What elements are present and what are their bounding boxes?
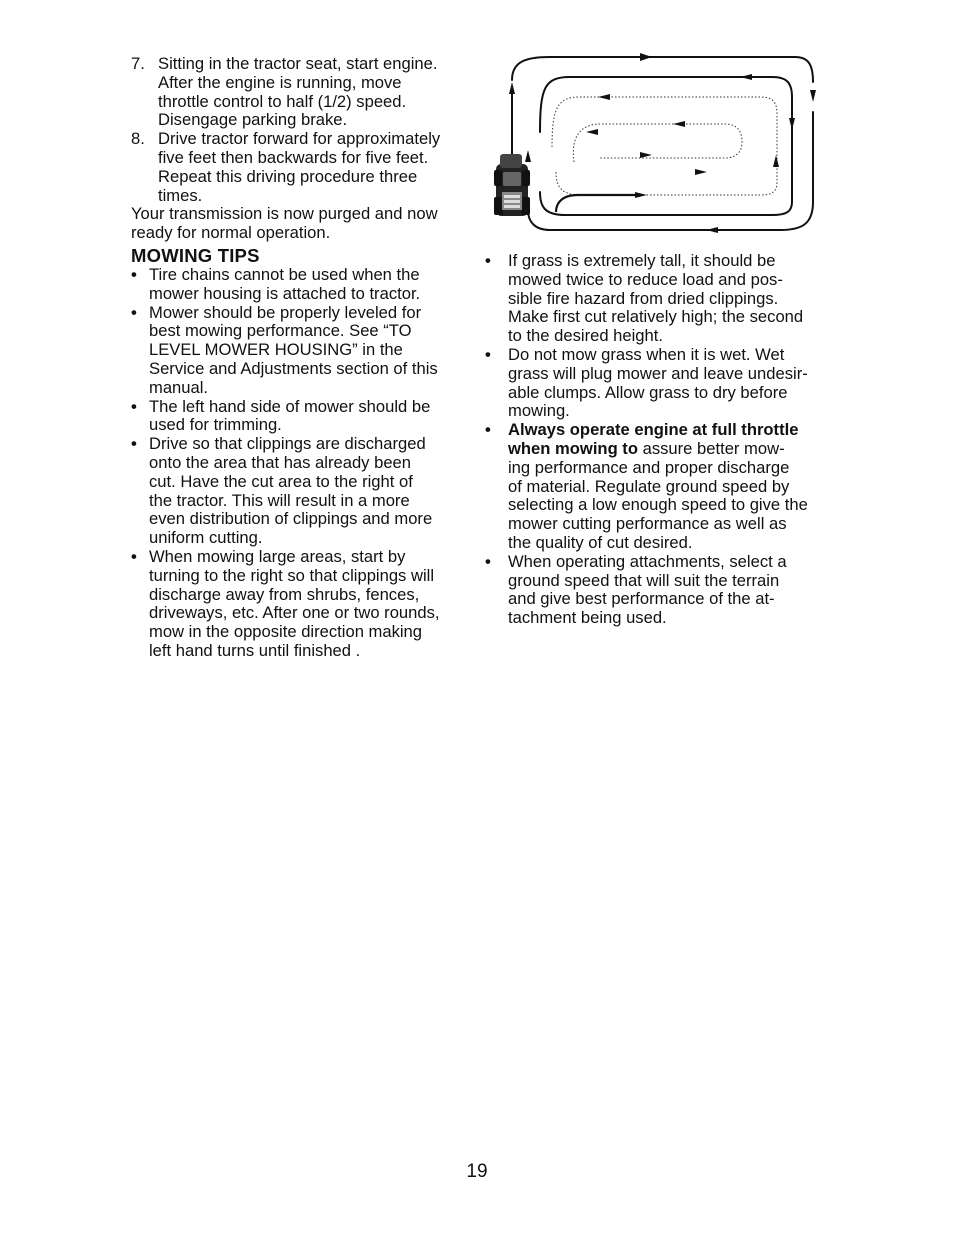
tip-item	[485, 252, 835, 346]
arrow-left-icon	[740, 74, 752, 80]
bullet: •	[485, 551, 491, 571]
step-7	[131, 55, 471, 130]
tip-line: Drive so that clippings are discharged	[149, 434, 426, 454]
tip-line: ing performance and proper discharge	[508, 457, 790, 477]
tip-line	[508, 440, 835, 459]
arrow-right-icon	[635, 192, 647, 198]
step-8	[131, 130, 471, 205]
step-line: throttle control to half (1/2) speed.	[158, 91, 407, 111]
tip-line: Tire chains cannot be used when the	[149, 264, 420, 284]
third-loop	[552, 97, 777, 195]
tip-line: Mower should be properly leveled for	[149, 302, 422, 322]
arrow-left-icon	[598, 94, 610, 100]
tip-item	[485, 421, 835, 553]
tip-line: the quality of cut desired.	[508, 532, 693, 552]
left-tip-list	[131, 266, 471, 661]
arrow-down-icon	[789, 118, 795, 130]
arrow-up-icon	[509, 82, 515, 94]
bullet: •	[485, 251, 491, 270]
tip-line: When mowing large areas, start by	[149, 546, 406, 566]
tip-line	[508, 421, 835, 440]
tip-line: mower cutting performance as well as	[508, 514, 787, 534]
arrow-right-icon	[640, 152, 652, 158]
bullet: •	[131, 396, 137, 416]
tip-line: selecting a low enough speed to give the	[508, 495, 808, 515]
tip-line: If grass is extremely tall, it should be	[508, 251, 776, 270]
arrow-left-icon	[706, 227, 718, 233]
tip-line: tachment being used.	[508, 608, 667, 628]
step-line: Sitting in the tractor seat, start engine.	[158, 54, 438, 73]
note-line: Your transmission is now purged and now	[131, 204, 438, 224]
tip-line: to the desired height.	[508, 326, 663, 346]
step-number: 8.	[131, 129, 145, 149]
tractor-icon	[494, 154, 530, 216]
tip-line: mowing.	[508, 401, 570, 421]
step-line: After the engine is running, move	[158, 72, 402, 92]
tip-line: even distribution of clippings and more	[149, 509, 433, 529]
arrow-right-icon	[640, 53, 652, 61]
tip-line: LEVEL MOWER HOUSING” in the	[149, 340, 403, 360]
start-path	[556, 195, 640, 212]
bullet: •	[131, 302, 137, 322]
bullet: •	[485, 420, 491, 440]
mowing-pattern-diagram	[490, 52, 830, 242]
bold-warning: when mowing to	[508, 438, 638, 458]
tip-line: sible fire hazard from dried clippings.	[508, 288, 779, 308]
step-line: Repeat this driving procedure three	[158, 166, 418, 186]
tip-line: Service and Adjustments section of this	[149, 358, 438, 378]
tip-line: manual.	[149, 377, 209, 397]
arrow-up-icon	[525, 150, 531, 162]
tip-line: and give best performance of the at-	[508, 589, 775, 609]
tip-item	[131, 304, 471, 398]
arrow-right-icon	[695, 169, 707, 175]
bold-warning: Always operate engine at full throttle	[508, 420, 799, 440]
mowing-tips-heading: MOWING TIPS	[131, 244, 260, 266]
step-line: Drive tractor forward for approximately	[158, 129, 441, 149]
tip-line: mowed twice to reduce load and pos-	[508, 269, 783, 289]
tip-line: Do not mow grass when it is wet. Wet	[508, 344, 785, 364]
arrow-up-icon	[773, 155, 779, 167]
tip-text: assure better mow-	[637, 438, 785, 458]
step-line: five feet then backwards for five feet.	[158, 147, 429, 167]
tip-line: When operating attachments, select a	[508, 551, 787, 571]
tip-item	[485, 553, 835, 628]
purge-note	[131, 205, 471, 243]
tip-item	[131, 398, 471, 436]
tip-line: left hand turns until finished .	[149, 640, 361, 660]
note-line: ready for normal operation.	[131, 223, 331, 243]
tip-line: best mowing performance. See “TO	[149, 321, 412, 341]
left-column	[131, 55, 471, 661]
page-number: 19	[466, 1161, 488, 1182]
arrow-down-icon	[810, 90, 816, 102]
tip-line: mower housing is attached to tractor.	[149, 283, 421, 303]
inner-loop	[573, 124, 742, 162]
arrow-left-icon	[586, 129, 598, 135]
tip-line: onto the area that has already been	[149, 452, 412, 472]
tip-line: turning to the right so that clippings will	[149, 565, 435, 585]
tip-line: the tractor. This will result in a more	[149, 490, 410, 510]
bullet: •	[131, 264, 137, 284]
tip-line: ground speed that will suit the terrain	[508, 570, 780, 590]
tip-line: used for trimming.	[149, 415, 282, 435]
right-column	[485, 252, 835, 628]
tip-line: driveways, etc. After one or two rounds,	[149, 603, 440, 623]
bullet: •	[131, 546, 137, 566]
outer-right-side	[528, 112, 813, 230]
tip-item	[131, 548, 471, 661]
tip-line: Make first cut relatively high; the second	[508, 307, 804, 327]
bullet: •	[131, 434, 137, 454]
bullet: •	[485, 344, 491, 364]
step-number: 7.	[131, 54, 145, 73]
tip-item	[485, 346, 835, 421]
tip-line: The left hand side of mower should be	[149, 396, 431, 416]
arrow-left-icon	[673, 121, 685, 127]
step-line: Disengage parking brake.	[158, 110, 348, 130]
tip-item	[131, 435, 471, 548]
tip-item	[131, 266, 471, 304]
right-tip-list	[485, 252, 835, 628]
tip-line: able clumps. Allow grass to dry before	[508, 382, 788, 402]
tip-line: discharge away from shrubs, fences,	[149, 584, 420, 604]
tip-line: uniform cutting.	[149, 528, 263, 548]
tip-line: of material. Regulate ground speed by	[508, 476, 790, 496]
tip-line: mow in the opposite direction making	[149, 622, 423, 642]
tip-line: grass will plug mower and leave undesir-	[508, 363, 808, 383]
tip-line: cut. Have the cut area to the right of	[149, 471, 413, 491]
step-line: times.	[158, 185, 203, 205]
